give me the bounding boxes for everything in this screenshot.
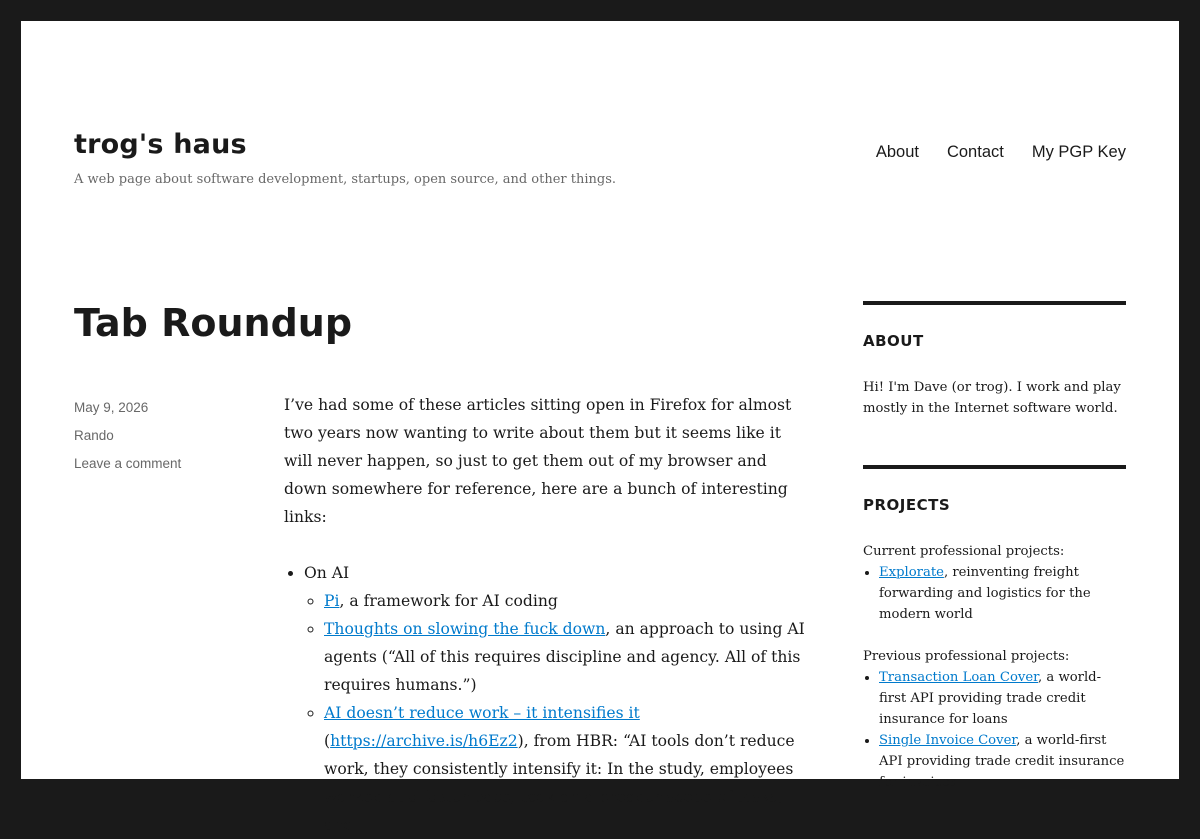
link-pre: ( [324, 732, 331, 750]
current-projects-label: Current professional projects: [863, 544, 1065, 559]
list-item [879, 730, 1126, 793]
list-item [304, 559, 814, 839]
main-nav [876, 143, 1126, 162]
site-description: A web page about software development, startups, open source, and other things. [74, 172, 617, 187]
list-item [324, 699, 814, 839]
list-item [324, 615, 814, 699]
project-link-transaction-loan-cover[interactable]: Transaction Loan Cover [879, 670, 1038, 685]
post-content [284, 391, 814, 839]
page [21, 21, 1179, 834]
projects-widget [863, 465, 1126, 793]
about-widget [863, 301, 1126, 425]
link-archive[interactable]: https://archive.is/h6Ez2 [330, 732, 518, 750]
nav-contact[interactable]: Contact [946, 143, 1004, 161]
post-category[interactable]: Rando [74, 428, 114, 443]
link-desc: ), from HBR: “AI tools don’t reduce work, they consistently intensify it: In the study, employees worked at a faster pace, took on a broader scope of tasks, and [324, 732, 795, 834]
current-projects-list [863, 562, 1126, 625]
leave-comment-link[interactable]: Leave a comment [74, 456, 182, 471]
post-title: Tab Roundup [74, 301, 353, 345]
section-label: On AI [304, 564, 350, 582]
project-desc: , reinventing freight forwarding and logistics for the modern world [879, 565, 1091, 622]
project-desc: , a world-first API providing trade credit insurance for loans [879, 670, 1102, 727]
link-slowing-down[interactable]: Thoughts on slowing the fuck down [324, 620, 606, 638]
project-link-single-invoice-cover[interactable]: Single Invoice Cover [879, 733, 1017, 748]
list-item [879, 667, 1126, 730]
project-desc: , a world-first API providing trade credit insurance for invoices [879, 733, 1125, 790]
projects-widget-title: PROJECTS [863, 496, 951, 514]
nav-about[interactable]: About [875, 143, 919, 161]
list-item [324, 587, 814, 615]
previous-projects-list [863, 667, 1126, 793]
post-meta [74, 394, 181, 478]
link-list [284, 559, 814, 839]
link-desc: , a framework for AI coding [339, 592, 558, 610]
project-link-explorate[interactable]: Explorate [879, 565, 944, 580]
link-ai-intensifies[interactable]: AI doesn’t reduce work – it intensifies it [324, 704, 640, 722]
sidebar [863, 301, 1126, 814]
nav-pgp-key[interactable]: My PGP Key [1031, 143, 1126, 161]
post-intro: I’ve had some of these articles sitting open in Firefox for almost two years now wanting to write about them but it seems like it will never happen, so just to get them out of my browser and down somewhere for reference, here are a bunch of interesting links: [284, 396, 792, 526]
site-title[interactable]: trog's haus [74, 129, 247, 160]
sub-link-list [304, 587, 814, 839]
link-pi[interactable]: Pi [324, 592, 340, 610]
about-widget-title: ABOUT [863, 332, 924, 350]
previous-projects-label: Previous professional projects: [863, 649, 1070, 664]
post-date[interactable]: May 9, 2026 [74, 400, 149, 415]
list-item [879, 562, 1126, 625]
about-text: Hi! I'm Dave (or trog). I work and play mostly in the Internet software world. [863, 380, 1121, 416]
link-desc: , an approach to using AI agents (“All of this requires discipline and agency. All of this requires humans.”) [324, 620, 805, 694]
